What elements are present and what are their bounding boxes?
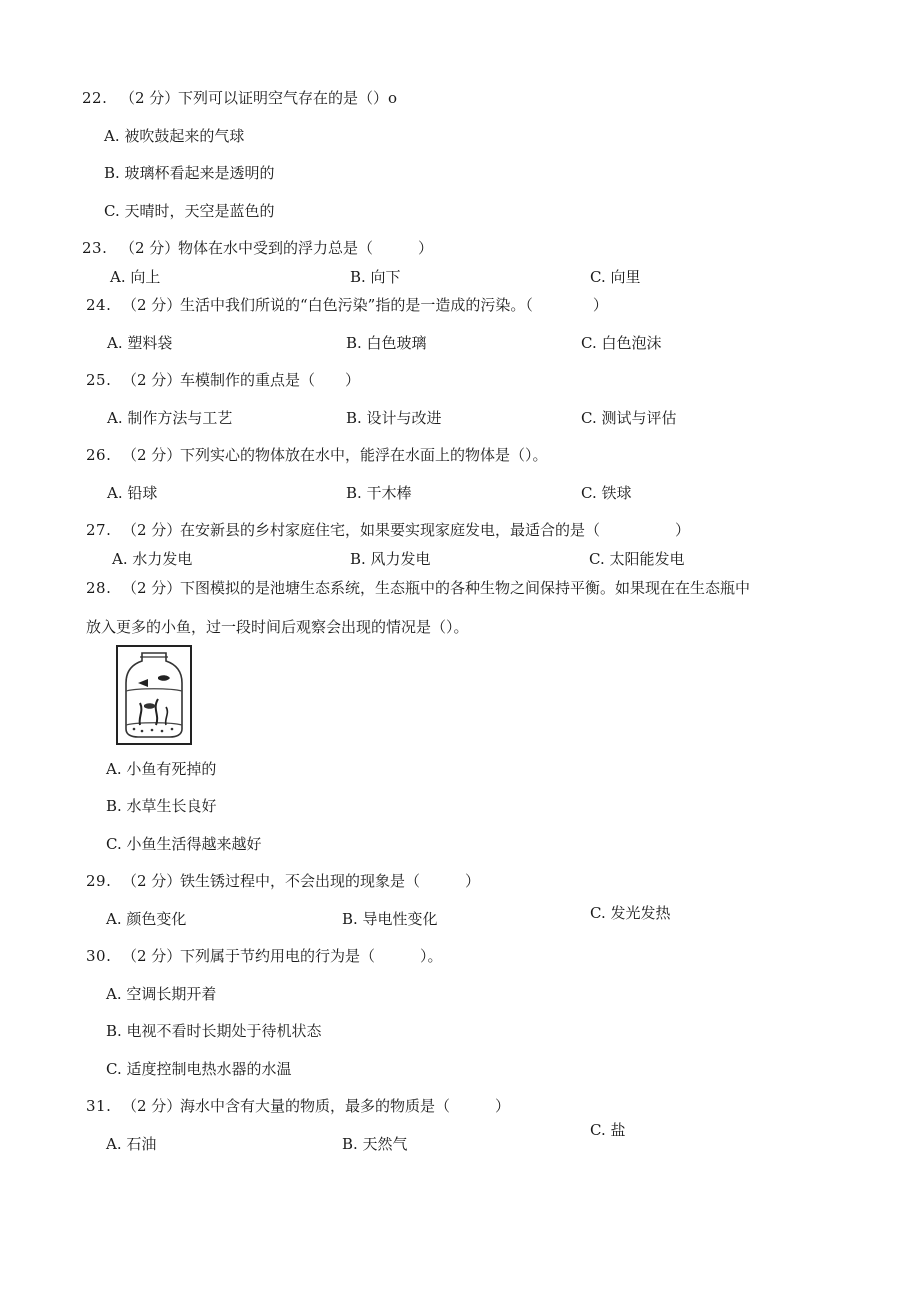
question-23-stem: 物体在水中受到的浮力总是（ ） bbox=[178, 239, 434, 257]
question-24-option-c[interactable]: C. 白色泡沫 bbox=[581, 334, 662, 352]
question-31-option-b[interactable]: B. 天然气 bbox=[342, 1135, 408, 1153]
question-27-option-a[interactable]: A. 水力发电 bbox=[112, 550, 193, 568]
question-31-option-c[interactable]: C. 盐 bbox=[590, 1121, 626, 1139]
question-24-stem: 生活中我们所说的“白色污染”指的是一造成的污染。（ ） bbox=[180, 296, 608, 314]
question-27-points: （2 分） bbox=[122, 521, 182, 539]
question-29-points: （2 分） bbox=[122, 872, 182, 890]
question-31-points: （2 分） bbox=[122, 1097, 182, 1115]
question-27-stem: 在安新县的乡村家庭住宅，如果要实现家庭发电，最适合的是（ ） bbox=[180, 521, 691, 539]
question-29-number: 29. bbox=[86, 872, 112, 890]
ecosystem-bottle-figure bbox=[116, 645, 192, 745]
question-30-stem: 下列属于节约用电的行为是（ ）。 bbox=[180, 947, 443, 965]
question-26-option-a[interactable]: A. 铅球 bbox=[107, 484, 158, 502]
ecosystem-bottle-icon bbox=[118, 647, 190, 743]
question-25-points: （2 分） bbox=[122, 371, 182, 389]
question-30-option-b[interactable]: B. 电视不看时长期处于待机状态 bbox=[106, 1022, 322, 1040]
question-22-points: （2 分） bbox=[120, 89, 180, 107]
question-30-points: （2 分） bbox=[122, 947, 182, 965]
question-31-stem: 海水中含有大量的物质，最多的物质是（ ） bbox=[180, 1097, 511, 1115]
question-28-option-a[interactable]: A. 小鱼有死掉的 bbox=[106, 760, 217, 778]
question-29-option-c[interactable]: C. 发光发热 bbox=[590, 904, 671, 922]
question-28-stem-continued: 放入更多的小鱼，过一段时间后观察会出现的情况是（）。 bbox=[86, 618, 469, 636]
question-22-stem: 下列可以证明空气存在的是（）o bbox=[178, 89, 398, 107]
question-26-option-c[interactable]: C. 铁球 bbox=[581, 484, 632, 502]
question-28-option-b[interactable]: B. 水草生长良好 bbox=[106, 797, 217, 815]
question-28-points: （2 分） bbox=[122, 579, 182, 597]
question-28-stem: 下图模拟的是池塘生态系统，生态瓶中的各种生物之间保持平衡。如果现在在生态瓶中 bbox=[180, 579, 751, 597]
question-30-number: 30. bbox=[86, 947, 112, 965]
question-23-option-a[interactable]: A. 向上 bbox=[110, 268, 161, 286]
question-31-option-a[interactable]: A. 石油 bbox=[106, 1135, 157, 1153]
question-23-number: 23. bbox=[82, 239, 108, 257]
question-25-option-b[interactable]: B. 设计与改进 bbox=[346, 409, 442, 427]
question-24-number: 24. bbox=[86, 296, 112, 314]
question-22-option-b[interactable]: B. 玻璃杯看起来是透明的 bbox=[104, 164, 275, 182]
question-22-number: 22. bbox=[82, 89, 108, 107]
question-27-option-b[interactable]: B. 风力发电 bbox=[350, 550, 431, 568]
question-25-number: 25. bbox=[86, 371, 112, 389]
question-29-stem: 铁生锈过程中，不会出现的现象是（ ） bbox=[180, 872, 481, 890]
question-26-number: 26. bbox=[86, 446, 112, 464]
question-23-option-c[interactable]: C. 向里 bbox=[590, 268, 641, 286]
question-26-points: （2 分） bbox=[122, 446, 182, 464]
question-24-points: （2 分） bbox=[122, 296, 182, 314]
question-28-number: 28. bbox=[86, 579, 112, 597]
question-25-option-a[interactable]: A. 制作方法与工艺 bbox=[107, 409, 233, 427]
question-25-option-c[interactable]: C. 测试与评估 bbox=[581, 409, 677, 427]
question-22-option-c[interactable]: C. 天晴时，天空是蓝色的 bbox=[104, 202, 275, 220]
question-22-option-a[interactable]: A. 被吹鼓起来的气球 bbox=[104, 127, 245, 145]
question-24-option-b[interactable]: B. 白色玻璃 bbox=[346, 334, 427, 352]
question-23-option-b[interactable]: B. 向下 bbox=[350, 268, 401, 286]
question-27-option-c[interactable]: C. 太阳能发电 bbox=[589, 550, 685, 568]
question-30-option-a[interactable]: A. 空调长期开着 bbox=[106, 985, 217, 1003]
question-29-option-b[interactable]: B. 导电性变化 bbox=[342, 910, 438, 928]
question-26-option-b[interactable]: B. 干木棒 bbox=[346, 484, 412, 502]
question-30-option-c[interactable]: C. 适度控制电热水器的水温 bbox=[106, 1060, 292, 1078]
question-27-number: 27. bbox=[86, 521, 112, 539]
question-25-stem: 车模制作的重点是（ ） bbox=[180, 371, 361, 389]
question-24-option-a[interactable]: A. 塑料袋 bbox=[107, 334, 173, 352]
question-26-stem: 下列实心的物体放在水中，能浮在水面上的物体是（）。 bbox=[180, 446, 548, 464]
question-28-option-c[interactable]: C. 小鱼生活得越来越好 bbox=[106, 835, 262, 853]
question-31-number: 31. bbox=[86, 1097, 112, 1115]
question-29-option-a[interactable]: A. 颜色变化 bbox=[106, 910, 187, 928]
question-23-points: （2 分） bbox=[120, 239, 180, 257]
